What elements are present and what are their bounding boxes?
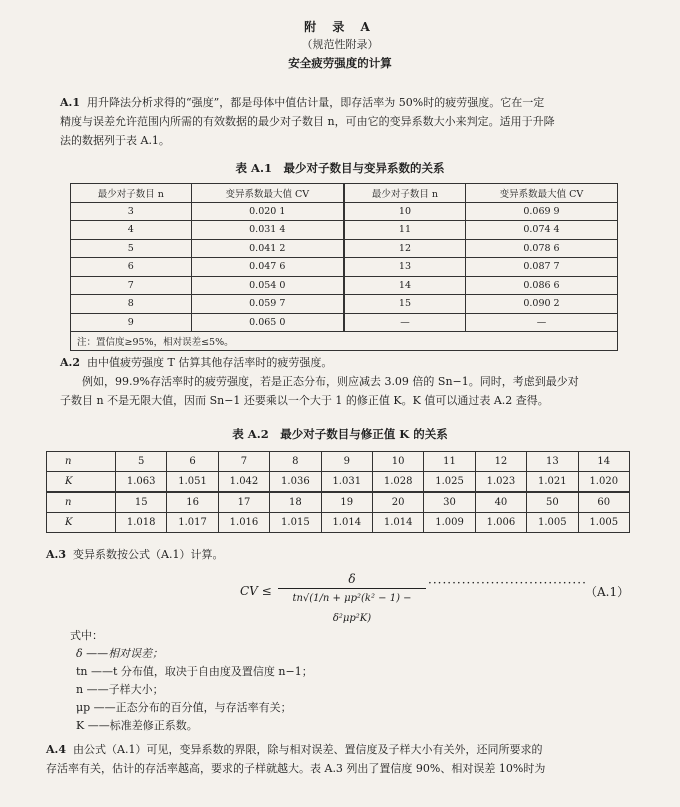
table-cell: 1.015 xyxy=(270,513,321,533)
table-cell: 6 xyxy=(167,452,218,472)
table-cell: 1.006 xyxy=(475,513,526,533)
table-cell: 1.063 xyxy=(116,472,167,493)
table-cell: 0.041 2 xyxy=(191,239,344,258)
table-cell: 1.005 xyxy=(527,513,578,533)
table1-header: 变异系数最大值 CV xyxy=(465,184,617,203)
table-row xyxy=(71,258,618,277)
table1-note: 注：置信度≥95%，相对误差≤5%。 xyxy=(71,332,618,351)
section-a3 xyxy=(46,545,606,564)
table-cell: 14 xyxy=(578,452,629,472)
table-cell: 30 xyxy=(424,492,475,513)
table-cell: 15 xyxy=(344,295,465,314)
table-row xyxy=(71,239,618,258)
table-cell: 1.014 xyxy=(372,513,423,533)
table-cell: 1.042 xyxy=(218,472,269,493)
table-row xyxy=(71,276,618,295)
table-cell: 0.090 2 xyxy=(465,295,617,314)
section-a1 xyxy=(60,93,620,150)
table-cell: 1.009 xyxy=(424,513,475,533)
definition-item: δ ——相对误差； xyxy=(76,647,164,660)
table-cell: 0.078 6 xyxy=(465,239,617,258)
table-cell: 9 xyxy=(71,313,192,332)
definition-item: tn ——t 分布值，取决于自由度及置信度 n−1； xyxy=(76,665,313,678)
a1-line3: 法的数据列于表 A.1。 xyxy=(60,134,170,147)
table-cell: 7 xyxy=(218,452,269,472)
table1-note-row xyxy=(71,332,618,351)
table-cell: 12 xyxy=(344,239,465,258)
definition-item: K ——标准差修正系数。 xyxy=(76,719,198,732)
where-label: 式中： xyxy=(70,629,103,642)
table-cell: 3 xyxy=(71,202,192,221)
table-cell: 8 xyxy=(71,295,192,314)
a2-line3: 子数目 n 不是无限大值，因而 Sn−1 还要乘以一个大于 1 的修正值 K。K 值可以通过表 A.2 查得。 xyxy=(60,394,549,407)
table-cell: 16 xyxy=(167,492,218,513)
table-cell: 10 xyxy=(344,202,465,221)
table-cell: 0.020 1 xyxy=(191,202,344,221)
table-cell: 1.020 xyxy=(578,472,629,493)
table-cell: 9 xyxy=(321,452,372,472)
a2-line2: 例如，99.9%存活率时的疲劳强度，若是正态分布，则应减去 3.09 倍的 Sn−1。同时，考虑到最少对 xyxy=(82,375,579,388)
a2-line1: 由中值疲劳强度 T 估算其他存活率时的疲劳强度。 xyxy=(87,356,333,369)
table1 xyxy=(70,183,618,351)
table-cell: 1.021 xyxy=(527,472,578,493)
appendix-heading: 附 录 A xyxy=(304,20,376,34)
table-row xyxy=(71,313,618,332)
table1-header: 最少对子数目 n xyxy=(344,184,465,203)
table-row xyxy=(47,513,630,533)
table-row xyxy=(71,221,618,240)
a3-number: A.3 xyxy=(46,548,67,561)
formula-numerator: δ xyxy=(278,570,426,589)
table-cell: 17 xyxy=(218,492,269,513)
table-cell: 1.023 xyxy=(475,472,526,493)
table-cell: 5 xyxy=(116,452,167,472)
table-cell: 0.054 0 xyxy=(191,276,344,295)
row-label-k: K xyxy=(47,513,116,533)
definition-item: μp ——正态分布的百分值，与存活率有关； xyxy=(76,701,292,714)
a4-line1: 由公式（A.1）可见，变异系数的界限，除与相对误差、置信度及子样大小有关外，还同所要求的 xyxy=(73,743,543,756)
table-cell: 5 xyxy=(71,239,192,258)
table-cell: — xyxy=(344,313,465,332)
a1-line1: 用升降法分析求得的“强度”，都是母体中值估计量，即存活率为 50%时的疲劳强度。它在一定 xyxy=(87,96,545,109)
table-cell: 0.074 4 xyxy=(465,221,617,240)
table-cell: 50 xyxy=(527,492,578,513)
table-cell: 1.025 xyxy=(424,472,475,493)
table-cell: 7 xyxy=(71,276,192,295)
table1-header-row xyxy=(71,184,618,203)
table1-header: 变异系数最大值 CV xyxy=(191,184,344,203)
table-cell: 1.028 xyxy=(372,472,423,493)
definitions xyxy=(70,627,313,735)
formula-lhs: CV ≤ xyxy=(240,584,272,598)
a4-number: A.4 xyxy=(46,743,67,756)
table-cell: 1.031 xyxy=(321,472,372,493)
table-row xyxy=(47,472,630,493)
formula-fraction xyxy=(278,570,426,629)
table-cell: 0.047 6 xyxy=(191,258,344,277)
table-cell: 0.065 0 xyxy=(191,313,344,332)
table-cell: 0.087 7 xyxy=(465,258,617,277)
table-cell: 60 xyxy=(578,492,629,513)
table-cell: 13 xyxy=(527,452,578,472)
section-a2 xyxy=(60,353,620,410)
formula-denominator: tn√(1/n + μp²(k² − 1) − δ²μp²K) xyxy=(292,593,412,624)
table-cell: 1.018 xyxy=(116,513,167,533)
a1-number: A.1 xyxy=(60,96,81,109)
table-cell: 1.014 xyxy=(321,513,372,533)
a4-line2: 存活率有关，估计的存活率越高，要求的子样就越大。表 A.3 列出了置信度 90%、相对误差 10%时为 xyxy=(46,762,546,775)
table2 xyxy=(46,451,630,533)
table-cell: 0.031 4 xyxy=(191,221,344,240)
table-cell: 14 xyxy=(344,276,465,295)
table1-caption: 表 A.1 最少对子数目与变异系数的关系 xyxy=(235,161,445,175)
a2-number: A.2 xyxy=(60,356,81,369)
table-row xyxy=(71,202,618,221)
table-cell: 20 xyxy=(372,492,423,513)
section-a4 xyxy=(46,740,636,778)
table-cell: 19 xyxy=(321,492,372,513)
table-cell: 11 xyxy=(344,221,465,240)
table-cell: 0.086 6 xyxy=(465,276,617,295)
table-cell: 8 xyxy=(270,452,321,472)
table-cell: 6 xyxy=(71,258,192,277)
table-cell: 13 xyxy=(344,258,465,277)
table-cell: 1.036 xyxy=(270,472,321,493)
table-cell: 12 xyxy=(475,452,526,472)
a3-text: 变异系数按公式（A.1）计算。 xyxy=(73,548,224,561)
table-cell: — xyxy=(465,313,617,332)
table-row xyxy=(47,492,630,513)
table-cell: 0.069 9 xyxy=(465,202,617,221)
table2-caption: 表 A.2 最少对子数目与修正值 K 的关系 xyxy=(232,427,448,441)
table-cell: 1.005 xyxy=(578,513,629,533)
table-cell: 11 xyxy=(424,452,475,472)
table-cell: 18 xyxy=(270,492,321,513)
table-row xyxy=(47,452,630,472)
table-cell: 10 xyxy=(372,452,423,472)
formula-dots: ································· xyxy=(428,576,587,590)
table-row xyxy=(71,295,618,314)
appendix-kind: （规范性附录） xyxy=(301,38,379,51)
row-label-n: n xyxy=(47,492,116,513)
table-cell: 4 xyxy=(71,221,192,240)
table-cell: 1.017 xyxy=(167,513,218,533)
table-cell: 15 xyxy=(116,492,167,513)
appendix-title: 安全疲劳强度的计算 xyxy=(288,56,392,70)
definition-item: n ——子样大小； xyxy=(76,683,164,696)
table-cell: 0.059 7 xyxy=(191,295,344,314)
table-cell: 40 xyxy=(475,492,526,513)
a1-line2: 精度与误差允许范围内所需的有效数据的最少对子数目 n，可由它的变异系数大小来判定。适用于升降 xyxy=(60,115,555,128)
table1-header: 最少对子数目 n xyxy=(71,184,192,203)
formula-label: （A.1） xyxy=(585,585,630,599)
row-label-n: n xyxy=(47,452,116,472)
formula-a1 xyxy=(240,570,640,624)
table-cell: 1.051 xyxy=(167,472,218,493)
table-cell: 1.016 xyxy=(218,513,269,533)
row-label-k: K xyxy=(47,472,116,493)
